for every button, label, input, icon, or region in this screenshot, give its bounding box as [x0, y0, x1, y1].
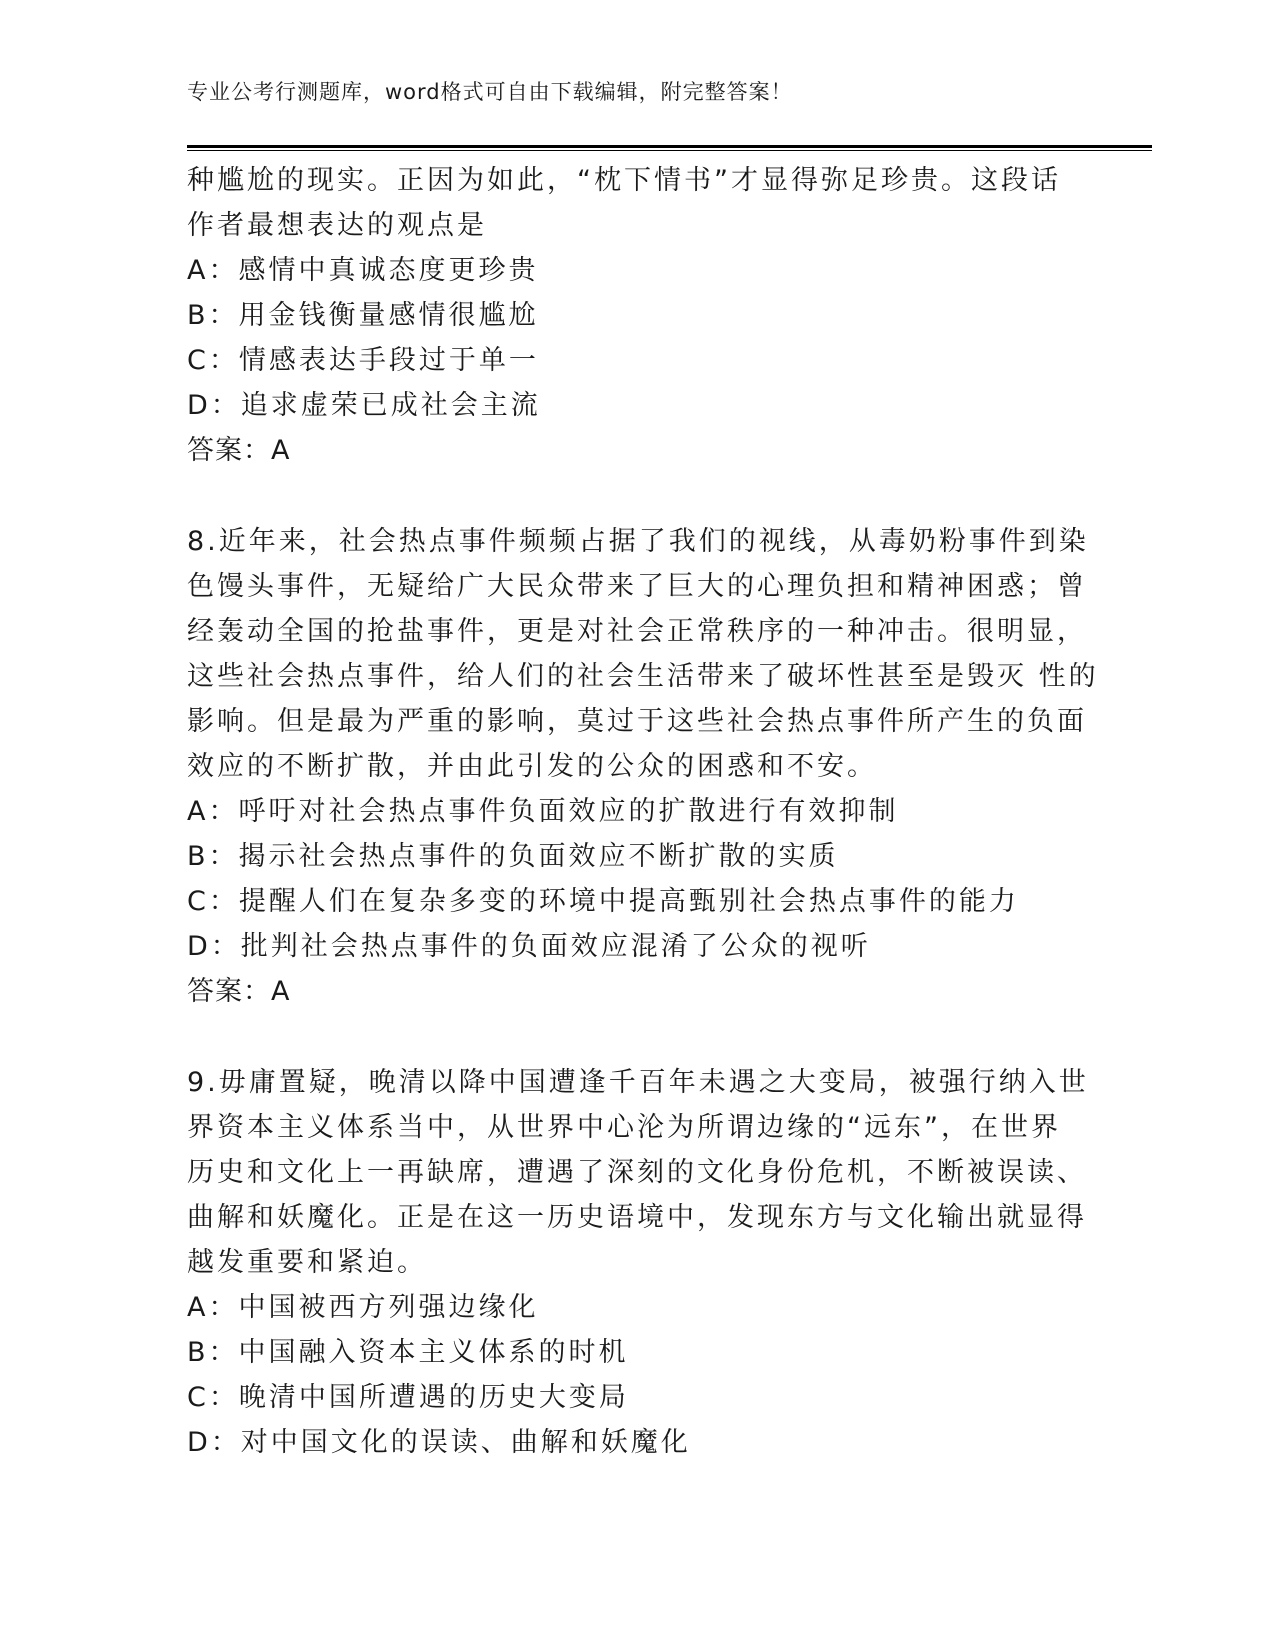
question-stem-line: 历史和文化上一再缺席，遭遇了深刻的文化身份危机，不断被误读、: [187, 1157, 1087, 1188]
question-stem-line: 色馒头事件，无疑给广大民众带来了巨大的心理负担和精神困惑；曾: [187, 571, 1087, 602]
header-rule-thin: [187, 150, 1152, 151]
question-stem-line: 曲解和妖魔化。正是在这一历史语境中，发现东方与文化输出就显得: [187, 1202, 1087, 1233]
question-9: [187, 1060, 1089, 1465]
option-a: A：感情中真诚态度更珍贵: [187, 255, 539, 286]
question-stem-line: 经轰动全国的抢盐事件，更是对社会正常秩序的一种冲击。很明显，: [187, 616, 1087, 647]
option-b: B：中国融入资本主义体系的时机: [187, 1337, 629, 1368]
option-a: A：中国被西方列强边缘化: [187, 1292, 539, 1323]
option-c: C：晚清中国所遭遇的历史大变局: [187, 1382, 629, 1413]
question-stem-line: 作者最想表达的观点是: [187, 210, 487, 241]
spacer: [187, 1014, 1067, 1060]
question-stem-line: 这些社会热点事件，给人们的社会生活带来了破坏性甚至是毁灭 性的: [187, 661, 1099, 692]
question-stem-line: 9.毋庸置疑，晚清以降中国遭逢千百年未遇之大变局，被强行纳入世: [187, 1067, 1089, 1098]
question-8: [187, 519, 1099, 1014]
question-stem-line: 种尴尬的现实。正因为如此，“枕下情书”才显得弥足珍贵。这段话: [187, 165, 1061, 196]
question-stem-line: 8.近年来，社会热点事件频频占据了我们的视线，从毒奶粉事件到染: [187, 526, 1089, 557]
page-header-text: 专业公考行测题库，word格式可自由下载编辑，附完整答案！: [187, 80, 793, 104]
question-stem-line: 效应的不断扩散，并由此引发的公众的困惑和不安。: [187, 751, 877, 782]
question-stem-line: 影响。但是最为严重的影响，莫过于这些社会热点事件所产生的负面: [187, 706, 1087, 737]
header-rule-thick: [187, 145, 1152, 148]
answer-line: 答案：A: [187, 435, 291, 466]
option-b: B：用金钱衡量感情很尴尬: [187, 300, 539, 331]
option-d: D：批判社会热点事件的负面效应混淆了公众的视听: [187, 931, 871, 962]
option-d: D：对中国文化的误读、曲解和妖魔化: [187, 1427, 691, 1458]
question-stem-line: 越发重要和紧迫。: [187, 1247, 427, 1278]
document-body: [187, 158, 1099, 1465]
question-stem-line: 界资本主义体系当中，从世界中心沦为所谓边缘的“远东”，在世界: [187, 1112, 1061, 1143]
option-d: D：追求虚荣已成社会主流: [187, 390, 541, 421]
spacer: [187, 473, 1067, 519]
answer-line: 答案：A: [187, 976, 291, 1007]
option-c: C：情感表达手段过于单一: [187, 345, 539, 376]
question-7: [187, 158, 1067, 473]
option-b: B：揭示社会热点事件的负面效应不断扩散的实质: [187, 841, 839, 872]
option-a: A：呼吁对社会热点事件负面效应的扩散进行有效抑制: [187, 796, 899, 827]
option-c: C：提醒人们在复杂多变的环境中提高甄别社会热点事件的能力: [187, 886, 1019, 917]
